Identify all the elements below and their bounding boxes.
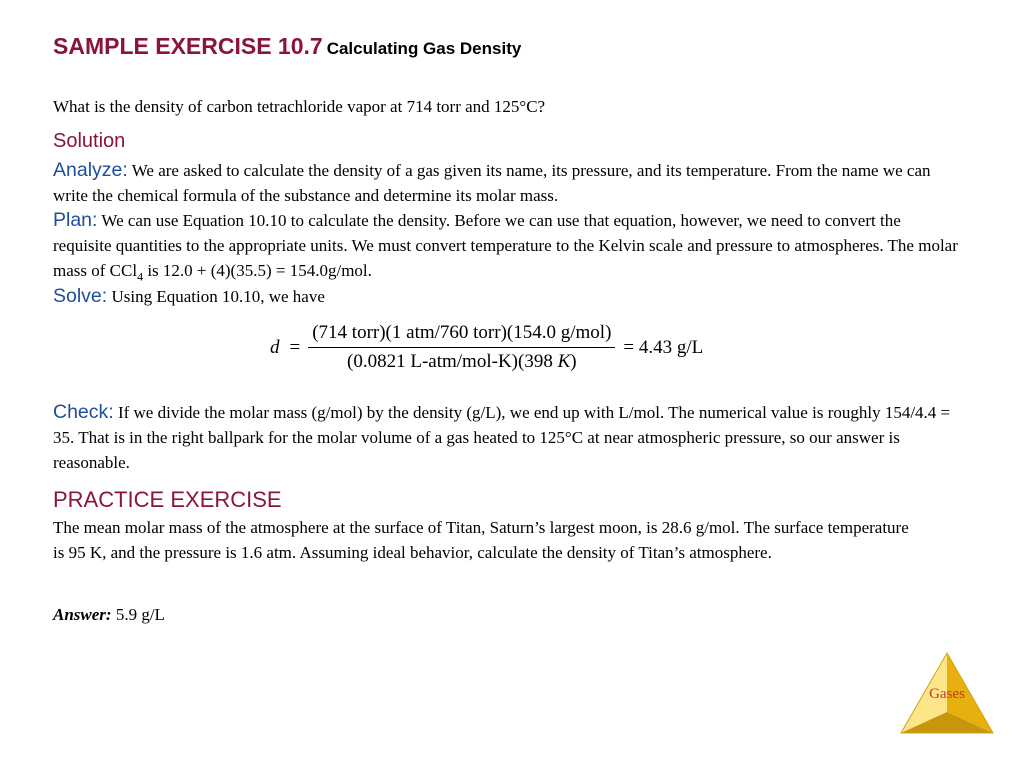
gases-label: Gases bbox=[929, 686, 965, 702]
equation-result: = 4.43 g/L bbox=[623, 336, 704, 358]
check-label: Check: bbox=[53, 401, 114, 423]
plan-label: Plan: bbox=[53, 209, 98, 231]
density-equation bbox=[270, 322, 703, 373]
equation-lhs: d bbox=[270, 336, 280, 358]
check-text: If we divide the molar mass (g/mol) by the density (g/L), we end up with L/mol. The numerical value is roughly 154/4.4 = 35. That is in the right ballpark for the molar volume of a gas heated to 125°C at near atmospheric pressure, so our answer is reasonable. bbox=[53, 403, 951, 472]
title-main: SAMPLE EXERCISE 10.7 bbox=[53, 33, 323, 59]
analyze-text: We are asked to calculate the density of a gas given its name, its pressure, and its temperature. From the name we can write the chemical formula of the substance and determine its molar mass. bbox=[53, 161, 931, 205]
equation-equals: = bbox=[289, 336, 301, 358]
equation-kelvin: K bbox=[557, 351, 571, 372]
check-paragraph bbox=[53, 400, 958, 475]
solve-paragraph bbox=[53, 284, 958, 309]
page-title bbox=[53, 33, 521, 60]
gases-logo[interactable] bbox=[898, 650, 996, 736]
solve-label: Solve: bbox=[53, 285, 108, 307]
practice-heading: PRACTICE EXERCISE bbox=[53, 487, 282, 512]
title-sub: Calculating Gas Density bbox=[326, 39, 522, 58]
equation-denominator-main: (0.0821 L-atm/mol-K)(398 bbox=[347, 351, 558, 372]
analyze-label: Analyze: bbox=[53, 159, 128, 181]
equation-fraction bbox=[308, 322, 615, 373]
answer-label: Answer: bbox=[53, 605, 112, 624]
answer-value: 5.9 g/L bbox=[115, 605, 165, 624]
equation-denominator-close: ) bbox=[570, 351, 577, 372]
solve-text: Using Equation 10.10, we have bbox=[111, 287, 325, 306]
practice-text: The mean molar mass of the atmosphere at the surface of Titan, Saturn’s largest moon, is 28.6 g/mol. The surface temperature is 95 K, and the pressure is 1.6 atm. Assuming ideal behavior, calculate the density of Titan’s atmosphere. bbox=[53, 518, 909, 562]
plan-text: We can use Equation 10.10 to calculate the density. Before we can use that equation, however, we need to convert the requisite quantities to the appropriate units. We must convert temperature to the Kelvin scale and pressure to atmospheres. The molar mass of CCl bbox=[53, 211, 958, 280]
plan-text-end: is 12.0 + (4)(35.5) = 154.0g/mol. bbox=[143, 261, 372, 280]
answer-line bbox=[53, 605, 165, 625]
solution-heading: Solution bbox=[53, 130, 126, 152]
equation-denominator bbox=[343, 348, 581, 373]
plan-subscript: 4 bbox=[137, 269, 144, 284]
equation-numerator: (714 torr)(1 atm/760 torr)(154.0 g/mol) bbox=[308, 322, 615, 348]
pyramid-icon bbox=[898, 650, 996, 736]
plan-paragraph bbox=[53, 208, 958, 289]
question-text: What is the density of carbon tetrachloride vapor at 714 torr and 125°C? bbox=[53, 97, 546, 116]
analyze-paragraph bbox=[53, 158, 958, 208]
